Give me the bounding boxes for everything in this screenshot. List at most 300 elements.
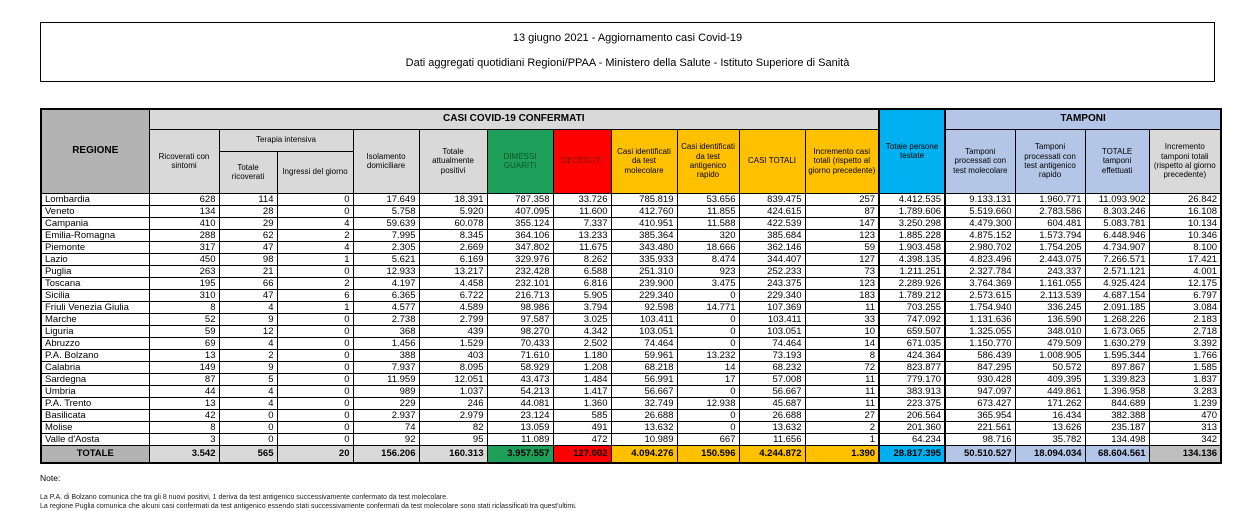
value-cell: 43.473 (487, 373, 553, 385)
total-label-cell: TOTALE (41, 445, 149, 463)
value-cell: 779.170 (879, 373, 945, 385)
region-name-cell: Emilia-Romagna (41, 229, 149, 241)
value-cell: 59.961 (611, 349, 677, 361)
value-cell: 1.789.606 (879, 205, 945, 217)
value-cell: 123 (805, 229, 879, 241)
region-name-cell: Marche (41, 313, 149, 325)
value-cell: 2.091.185 (1085, 301, 1149, 313)
value-cell: 44.081 (487, 397, 553, 409)
value-cell: 8 (805, 349, 879, 361)
ricoverati-column-header: Ricoverati con sintomi (149, 129, 219, 193)
value-cell: 4 (219, 337, 277, 349)
value-cell: 13.217 (419, 265, 487, 277)
region-name-cell: Abruzzo (41, 337, 149, 349)
value-cell: 586.439 (945, 349, 1015, 361)
value-cell: 2.799 (419, 313, 487, 325)
value-cell: 201.360 (879, 421, 945, 433)
value-cell: 6 (277, 289, 353, 301)
report-subtitle: Dati aggregati quotidiani Regioni/PPAA - Ministero della Salute - Istituto Superiore di Sanità (405, 57, 850, 69)
region-name-cell: Umbria (41, 385, 149, 397)
value-cell: 0 (277, 265, 353, 277)
value-cell: 703.255 (879, 301, 945, 313)
value-cell: 410 (149, 217, 219, 229)
value-cell: 8 (149, 301, 219, 313)
value-cell: 787.358 (487, 193, 553, 205)
value-cell: 288 (149, 229, 219, 241)
value-cell: 4 (219, 397, 277, 409)
incremento-casi-column-header: Incremento casi totali (rispetto al giorno precedente) (805, 129, 879, 193)
value-cell: 6.365 (353, 289, 419, 301)
value-cell: 13.632 (611, 421, 677, 433)
value-cell: 11.656 (739, 433, 805, 445)
value-cell: 439 (419, 325, 487, 337)
value-cell: 2.979 (419, 409, 487, 421)
value-cell: 195 (149, 277, 219, 289)
value-cell: 50.572 (1015, 361, 1085, 373)
total-value-cell: 4.244.872 (739, 445, 805, 463)
value-cell: 12.933 (353, 265, 419, 277)
value-cell: 343.480 (611, 241, 677, 253)
total-value-cell: 50.510.527 (945, 445, 1015, 463)
region-name-cell: Liguria (41, 325, 149, 337)
value-cell: 92.598 (611, 301, 677, 313)
value-cell: 0 (219, 421, 277, 433)
table-row (41, 241, 1221, 253)
value-cell: 1.161.055 (1015, 277, 1085, 289)
value-cell: 1.456 (353, 337, 419, 349)
value-cell: 9 (219, 313, 277, 325)
value-cell: 897.867 (1085, 361, 1149, 373)
value-cell: 103.411 (739, 313, 805, 325)
value-cell: 403 (419, 349, 487, 361)
value-cell: 0 (277, 313, 353, 325)
table-row (41, 361, 1221, 373)
casi-totali-column-header: CASI TOTALI (739, 129, 805, 193)
region-name-cell: Lazio (41, 253, 149, 265)
value-cell: 149 (149, 361, 219, 373)
value-cell: 8 (149, 421, 219, 433)
covid-data-table (40, 108, 1222, 464)
value-cell: 1.630.279 (1085, 337, 1149, 349)
table-footer (41, 445, 1221, 463)
value-cell: 263 (149, 265, 219, 277)
dimessi-guariti-column-header: DIMESSI GUARITI (487, 129, 553, 193)
casi-antigenico-column-header: Casi identificati da test antigenico rapido (677, 129, 739, 193)
value-cell: 44 (149, 385, 219, 397)
value-cell: 17.421 (1149, 253, 1221, 265)
value-cell: 317 (149, 241, 219, 253)
value-cell: 53.656 (677, 193, 739, 205)
table-row (41, 337, 1221, 349)
value-cell: 1 (805, 433, 879, 445)
value-cell: 2 (277, 229, 353, 241)
value-cell: 92 (353, 433, 419, 445)
value-cell: 1.573.794 (1015, 229, 1085, 241)
totale-ricoverati-column-header: Totale ricoverati (219, 151, 277, 193)
value-cell: 229.340 (611, 289, 677, 301)
value-cell: 0 (277, 397, 353, 409)
value-cell: 4.823.496 (945, 253, 1015, 265)
value-cell: 4.687.154 (1085, 289, 1149, 301)
value-cell: 70.433 (487, 337, 553, 349)
value-cell: 0 (219, 433, 277, 445)
value-cell: 66 (219, 277, 277, 289)
value-cell: 33.726 (553, 193, 611, 205)
value-cell: 11 (805, 397, 879, 409)
notes-heading: Note: (40, 473, 61, 483)
value-cell: 98.716 (945, 433, 1015, 445)
value-cell: 3.250.298 (879, 217, 945, 229)
value-cell: 385.684 (739, 229, 805, 241)
value-cell: 2.980.702 (945, 241, 1015, 253)
value-cell: 71.610 (487, 349, 553, 361)
value-cell: 69 (149, 337, 219, 349)
table-row (41, 265, 1221, 277)
value-cell: 235.187 (1085, 421, 1149, 433)
value-cell: 29 (219, 217, 277, 229)
value-cell: 14.771 (677, 301, 739, 313)
value-cell: 8.262 (553, 253, 611, 265)
value-cell: 0 (277, 421, 353, 433)
value-cell: 0 (277, 385, 353, 397)
value-cell: 0 (277, 361, 353, 373)
value-cell: 73 (805, 265, 879, 277)
value-cell: 2.571.121 (1085, 265, 1149, 277)
tamponi-group-header: TAMPONI (945, 109, 1221, 129)
table-row (41, 409, 1221, 421)
total-value-cell: 3.957.557 (487, 445, 553, 463)
value-cell: 4 (219, 301, 277, 313)
value-cell: 4.589 (419, 301, 487, 313)
region-name-cell: Lombardia (41, 193, 149, 205)
value-cell: 13 (149, 397, 219, 409)
value-cell: 1.396.958 (1085, 385, 1149, 397)
value-cell: 1.211.251 (879, 265, 945, 277)
value-cell: 257 (805, 193, 879, 205)
value-cell: 229 (353, 397, 419, 409)
value-cell: 2.783.586 (1015, 205, 1085, 217)
value-cell: 82 (419, 421, 487, 433)
value-cell: 2.443.075 (1015, 253, 1085, 265)
value-cell: 450 (149, 253, 219, 265)
value-cell: 383.913 (879, 385, 945, 397)
value-cell: 585 (553, 409, 611, 421)
value-cell: 12.051 (419, 373, 487, 385)
value-cell: 134 (149, 205, 219, 217)
value-cell: 847.295 (945, 361, 1015, 373)
value-cell: 1.960.771 (1015, 193, 1085, 205)
value-cell: 3.392 (1149, 337, 1221, 349)
table-row (41, 397, 1221, 409)
value-cell: 147 (805, 217, 879, 229)
value-cell: 410.951 (611, 217, 677, 229)
value-cell: 6.722 (419, 289, 487, 301)
value-cell: 2.502 (553, 337, 611, 349)
value-cell: 472 (553, 433, 611, 445)
value-cell: 4.398.135 (879, 253, 945, 265)
value-cell: 17.649 (353, 193, 419, 205)
total-value-cell: 1.390 (805, 445, 879, 463)
value-cell: 3.475 (677, 277, 739, 289)
value-cell: 4.577 (353, 301, 419, 313)
value-cell: 0 (677, 385, 739, 397)
region-name-cell: Sardegna (41, 373, 149, 385)
value-cell: 382.388 (1085, 409, 1149, 421)
value-cell: 1.037 (419, 385, 487, 397)
value-cell: 6.588 (553, 265, 611, 277)
value-cell: 785.819 (611, 193, 677, 205)
value-cell: 1.673.065 (1085, 325, 1149, 337)
total-row (41, 445, 1221, 463)
value-cell: 252.233 (739, 265, 805, 277)
value-cell: 388 (353, 349, 419, 361)
value-cell: 68.232 (739, 361, 805, 373)
value-cell: 7.266.571 (1085, 253, 1149, 265)
value-cell: 1.180 (553, 349, 611, 361)
value-cell: 1.754.205 (1015, 241, 1085, 253)
value-cell: 2.937 (353, 409, 419, 421)
value-cell: 1.131.636 (945, 313, 1015, 325)
total-value-cell: 28.817.395 (879, 445, 945, 463)
value-cell: 59 (805, 241, 879, 253)
table-row (41, 217, 1221, 229)
region-name-cell: Toscana (41, 277, 149, 289)
value-cell: 8.100 (1149, 241, 1221, 253)
note-line: La regione Puglia comunica che alcuni casi confermati da test antigenico essendo stati successivamente confermati da test molecolare sono stati riclassificati tra quest'ultimi. (40, 503, 577, 510)
attualmente-positivi-column-header: Totale attualmente positivi (419, 129, 487, 193)
value-cell: 21 (219, 265, 277, 277)
value-cell: 1.360 (553, 397, 611, 409)
title-box (40, 22, 1215, 82)
value-cell: 232.101 (487, 277, 553, 289)
value-cell: 2.183 (1149, 313, 1221, 325)
value-cell: 13.626 (1015, 421, 1085, 433)
value-cell: 127 (805, 253, 879, 265)
value-cell: 1.595.344 (1085, 349, 1149, 361)
value-cell: 103.051 (739, 325, 805, 337)
total-value-cell: 18.094.034 (1015, 445, 1085, 463)
value-cell: 11 (805, 373, 879, 385)
value-cell: 171.262 (1015, 397, 1085, 409)
value-cell: 10.989 (611, 433, 677, 445)
table-row (41, 289, 1221, 301)
value-cell: 1.417 (553, 385, 611, 397)
value-cell: 10.134 (1149, 217, 1221, 229)
value-cell: 362.146 (739, 241, 805, 253)
total-value-cell: 156.206 (353, 445, 419, 463)
value-cell: 103.051 (611, 325, 677, 337)
total-value-cell: 565 (219, 445, 277, 463)
value-cell: 3.283 (1149, 385, 1221, 397)
value-cell: 930.428 (945, 373, 1015, 385)
value-cell: 74 (353, 421, 419, 433)
value-cell: 9 (219, 361, 277, 373)
value-cell: 2.327.784 (945, 265, 1015, 277)
value-cell: 1.208 (553, 361, 611, 373)
value-cell: 2.573.615 (945, 289, 1015, 301)
value-cell: 667 (677, 433, 739, 445)
value-cell: 342 (1149, 433, 1221, 445)
value-cell: 3.025 (553, 313, 611, 325)
value-cell: 470 (1149, 409, 1221, 421)
table-row (41, 313, 1221, 325)
value-cell: 32.749 (611, 397, 677, 409)
value-cell: 13 (149, 349, 219, 361)
value-cell: 13.233 (553, 229, 611, 241)
value-cell: 87 (805, 205, 879, 217)
region-name-cell: Campania (41, 217, 149, 229)
value-cell: 4.342 (553, 325, 611, 337)
report-title: 13 giugno 2021 - Aggiornamento casi Covid-19 (512, 32, 743, 44)
value-cell: 368 (353, 325, 419, 337)
value-cell: 604.481 (1015, 217, 1085, 229)
value-cell: 0 (219, 409, 277, 421)
table-row (41, 421, 1221, 433)
value-cell: 11.675 (553, 241, 611, 253)
isolamento-column-header: Isolamento domiciliare (353, 129, 419, 193)
table-row (41, 385, 1221, 397)
value-cell: 0 (677, 337, 739, 349)
note-line: La P.A. di Bolzano comunica che tra gli 8 nuovi positivi, 1 deriva da test antigenico successivamente confermato da test molecolare. (40, 494, 449, 501)
value-cell: 1.766 (1149, 349, 1221, 361)
total-value-cell: 127.002 (553, 445, 611, 463)
value-cell: 947.097 (945, 385, 1015, 397)
total-value-cell: 150.596 (677, 445, 739, 463)
region-name-cell: Basilicata (41, 409, 149, 421)
total-value-cell: 68.604.561 (1085, 445, 1149, 463)
value-cell: 1 (277, 253, 353, 265)
value-cell: 26.688 (739, 409, 805, 421)
value-cell: 11.855 (677, 205, 739, 217)
value-cell: 13.632 (739, 421, 805, 433)
value-cell: 14 (805, 337, 879, 349)
value-cell: 5.758 (353, 205, 419, 217)
tamponi-antigenico-column-header: Tamponi processati con test antigenico rapido (1015, 129, 1085, 193)
value-cell: 14 (677, 361, 739, 373)
value-cell: 2.305 (353, 241, 419, 253)
value-cell: 989 (353, 385, 419, 397)
value-cell: 1.885.228 (879, 229, 945, 241)
value-cell: 2 (277, 277, 353, 289)
value-cell: 42 (149, 409, 219, 421)
table-body (41, 193, 1221, 445)
value-cell: 409.395 (1015, 373, 1085, 385)
value-cell: 52 (149, 313, 219, 325)
value-cell: 107.369 (739, 301, 805, 313)
region-name-cell: P.A. Bolzano (41, 349, 149, 361)
value-cell: 4 (277, 241, 353, 253)
value-cell: 2 (805, 421, 879, 433)
value-cell: 11.093.902 (1085, 193, 1149, 205)
value-cell: 3.764.369 (945, 277, 1015, 289)
value-cell: 844.689 (1085, 397, 1149, 409)
value-cell: 335.933 (611, 253, 677, 265)
value-cell: 221.561 (945, 421, 1015, 433)
value-cell: 2.718 (1149, 325, 1221, 337)
casi-molecolare-column-header: Casi identificati da test molecolare (611, 129, 677, 193)
value-cell: 6.448.946 (1085, 229, 1149, 241)
value-cell: 18.391 (419, 193, 487, 205)
value-cell: 329.976 (487, 253, 553, 265)
value-cell: 74.464 (739, 337, 805, 349)
value-cell: 72 (805, 361, 879, 373)
value-cell: 4 (277, 217, 353, 229)
region-name-cell: Piemonte (41, 241, 149, 253)
value-cell: 54.213 (487, 385, 553, 397)
value-cell: 659.507 (879, 325, 945, 337)
total-value-cell: 4.094.276 (611, 445, 677, 463)
value-cell: 6.816 (553, 277, 611, 289)
value-cell: 1.339.823 (1085, 373, 1149, 385)
region-name-cell: Valle d'Aosta (41, 433, 149, 445)
value-cell: 344.407 (739, 253, 805, 265)
value-cell: 17 (677, 373, 739, 385)
total-value-cell: 20 (277, 445, 353, 463)
ingressi-giorno-column-header: Ingressi del giorno (277, 151, 353, 193)
value-cell: 26.842 (1149, 193, 1221, 205)
tamponi-molecolare-column-header: Tamponi processati con test molecolare (945, 129, 1015, 193)
value-cell: 16.434 (1015, 409, 1085, 421)
table-row (41, 253, 1221, 265)
value-cell: 1.268.226 (1085, 313, 1149, 325)
persone-testate-column-header: Totale persone testate (879, 109, 945, 193)
value-cell: 11.600 (553, 205, 611, 217)
value-cell: 232.428 (487, 265, 553, 277)
value-cell: 223.375 (879, 397, 945, 409)
value-cell: 12.175 (1149, 277, 1221, 289)
value-cell: 98 (219, 253, 277, 265)
value-cell: 1.325.055 (945, 325, 1015, 337)
value-cell: 11.089 (487, 433, 553, 445)
value-cell: 424.615 (739, 205, 805, 217)
value-cell: 412.760 (611, 205, 677, 217)
value-cell: 57.008 (739, 373, 805, 385)
table-row (41, 373, 1221, 385)
value-cell: 320 (677, 229, 739, 241)
terapia-intensiva-group-header: Terapia intensiva (219, 129, 353, 151)
value-cell: 0 (677, 409, 739, 421)
value-cell: 13.232 (677, 349, 739, 361)
value-cell: 9.133.131 (945, 193, 1015, 205)
value-cell: 229.340 (739, 289, 805, 301)
value-cell: 243.375 (739, 277, 805, 289)
value-cell: 4.479.300 (945, 217, 1015, 229)
value-cell: 1.239 (1149, 397, 1221, 409)
value-cell: 243.337 (1015, 265, 1085, 277)
value-cell: 10 (805, 325, 879, 337)
value-cell: 355.124 (487, 217, 553, 229)
regione-column-header: REGIONE (41, 109, 149, 193)
value-cell: 2 (219, 349, 277, 361)
value-cell: 747.092 (879, 313, 945, 325)
value-cell: 11 (805, 301, 879, 313)
value-cell: 26.688 (611, 409, 677, 421)
value-cell: 5 (219, 373, 277, 385)
value-cell: 365.954 (945, 409, 1015, 421)
value-cell: 95 (419, 433, 487, 445)
value-cell: 4.925.424 (1085, 277, 1149, 289)
value-cell: 33 (805, 313, 879, 325)
total-value-cell: 160.313 (419, 445, 487, 463)
value-cell: 62 (219, 229, 277, 241)
value-cell: 385.364 (611, 229, 677, 241)
region-name-cell: Friuli Venezia Giulia (41, 301, 149, 313)
value-cell: 134.498 (1085, 433, 1149, 445)
value-cell: 422.539 (739, 217, 805, 229)
value-cell: 2.289.926 (879, 277, 945, 289)
value-cell: 4.875.152 (945, 229, 1015, 241)
table-row (41, 229, 1221, 241)
